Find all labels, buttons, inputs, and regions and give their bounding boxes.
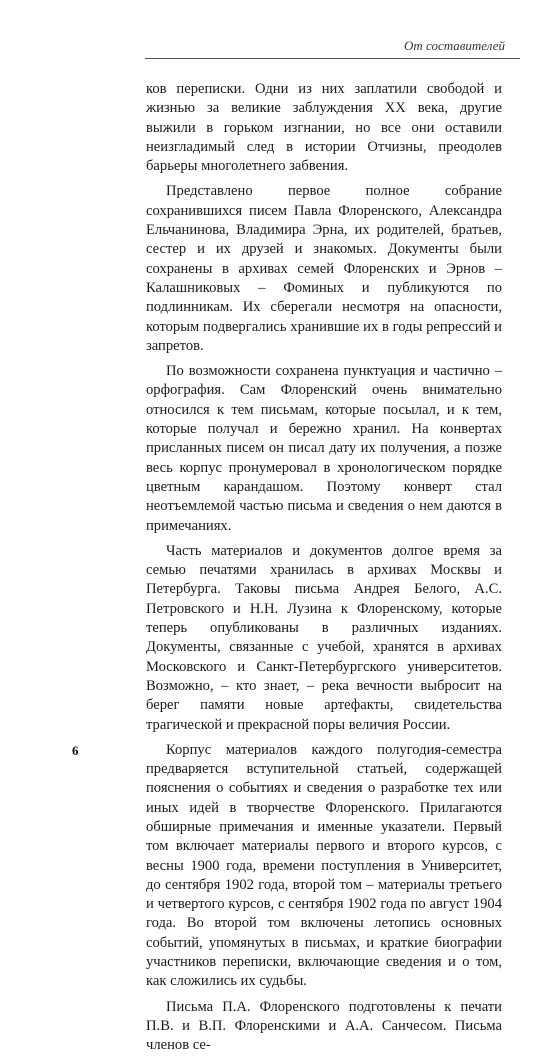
paragraph: Часть материалов и документов долгое время за семью печатями хранилась в архивах Москвы и Петербурга. Таковы письма Андрея Белого, А.С. Петровского и Н.Н. Лузина к Флоренскому, которые теперь опубликованы в различных изданиях. Документы, связанные с учебой, хранятся в архивах Московского и Санкт-Петербургского университетов. Возможно, – кто знает, – река вечности выбросит на берег памяти новые артефакты, свидетельства трагической и прекрасной поры величия России. <box>146 542 502 733</box>
paragraph-continuation: ков переписки. Одни из них заплатили свободой и жизнью за великие заблуждения XX века, другие выжили в горьком изгнании, но все они оставили неизгладимый след в истории Отчизны, преодолев барьеры многолетнего забвения. <box>146 81 502 175</box>
paragraph: Представлено первое полное собрание сохранившихся писем Павла Флоренского, Александра Ельчанинова, Владимира Эрна, их родителей, братьев, сестер и их друзей и знакомых. Документы были сохранены в архивах семей Флоренских и Эрнов – Калашниковых – Фоминых и публикуются по подлинникам. Их сберегали несмотря на опасности, которым подвергались хранившие их в годы репрессий и запретов. <box>146 183 502 354</box>
header-rule <box>145 58 520 59</box>
page-number: 6 <box>72 743 79 758</box>
paragraph: Письма П.А. Флоренского подготовлены к печати П.В. и В.П. Флоренскими и А.А. Санчесом. Письма членов се- <box>146 998 502 1054</box>
paragraph: Корпус материалов каждого полугодия-семестра предваряется вступительной статьей, содержащей пояснения о событиях и сведения о разработке тех или иных идей в творчестве Флоренского. Прилагаются обширные примечания и именные указатели. Первый том включает материалы первого и второго курсов, с весны 1900 года, времени поступления в Университет, до сентября 1902 года, второй том – материалы третьего и четвертого курсов, с сентября 1902 года по август 1904 года. Во второй том включены летопись основных событий, упомянутых в письмах, и краткие биографии участников переписки, включающие сведения и о том, как сложились их судьбы. <box>146 741 502 990</box>
text-column <box>146 80 502 1062</box>
paragraph: По возможности сохранена пунктуация и частично – орфография. Сам Флоренский очень внимательно относился к тем письмам, которые посылал, и к тем, которые получал и бережно хранил. На конвертах присланных писем он писал дату их получения, а позже весь корпус пронумеровал в хронологическом порядке цветным карандашом. Поэтому конверт стал неотъемлемой частью письма и сведения о нем даются в примечаниях. <box>146 363 502 534</box>
running-header: От составителей <box>403 38 505 53</box>
